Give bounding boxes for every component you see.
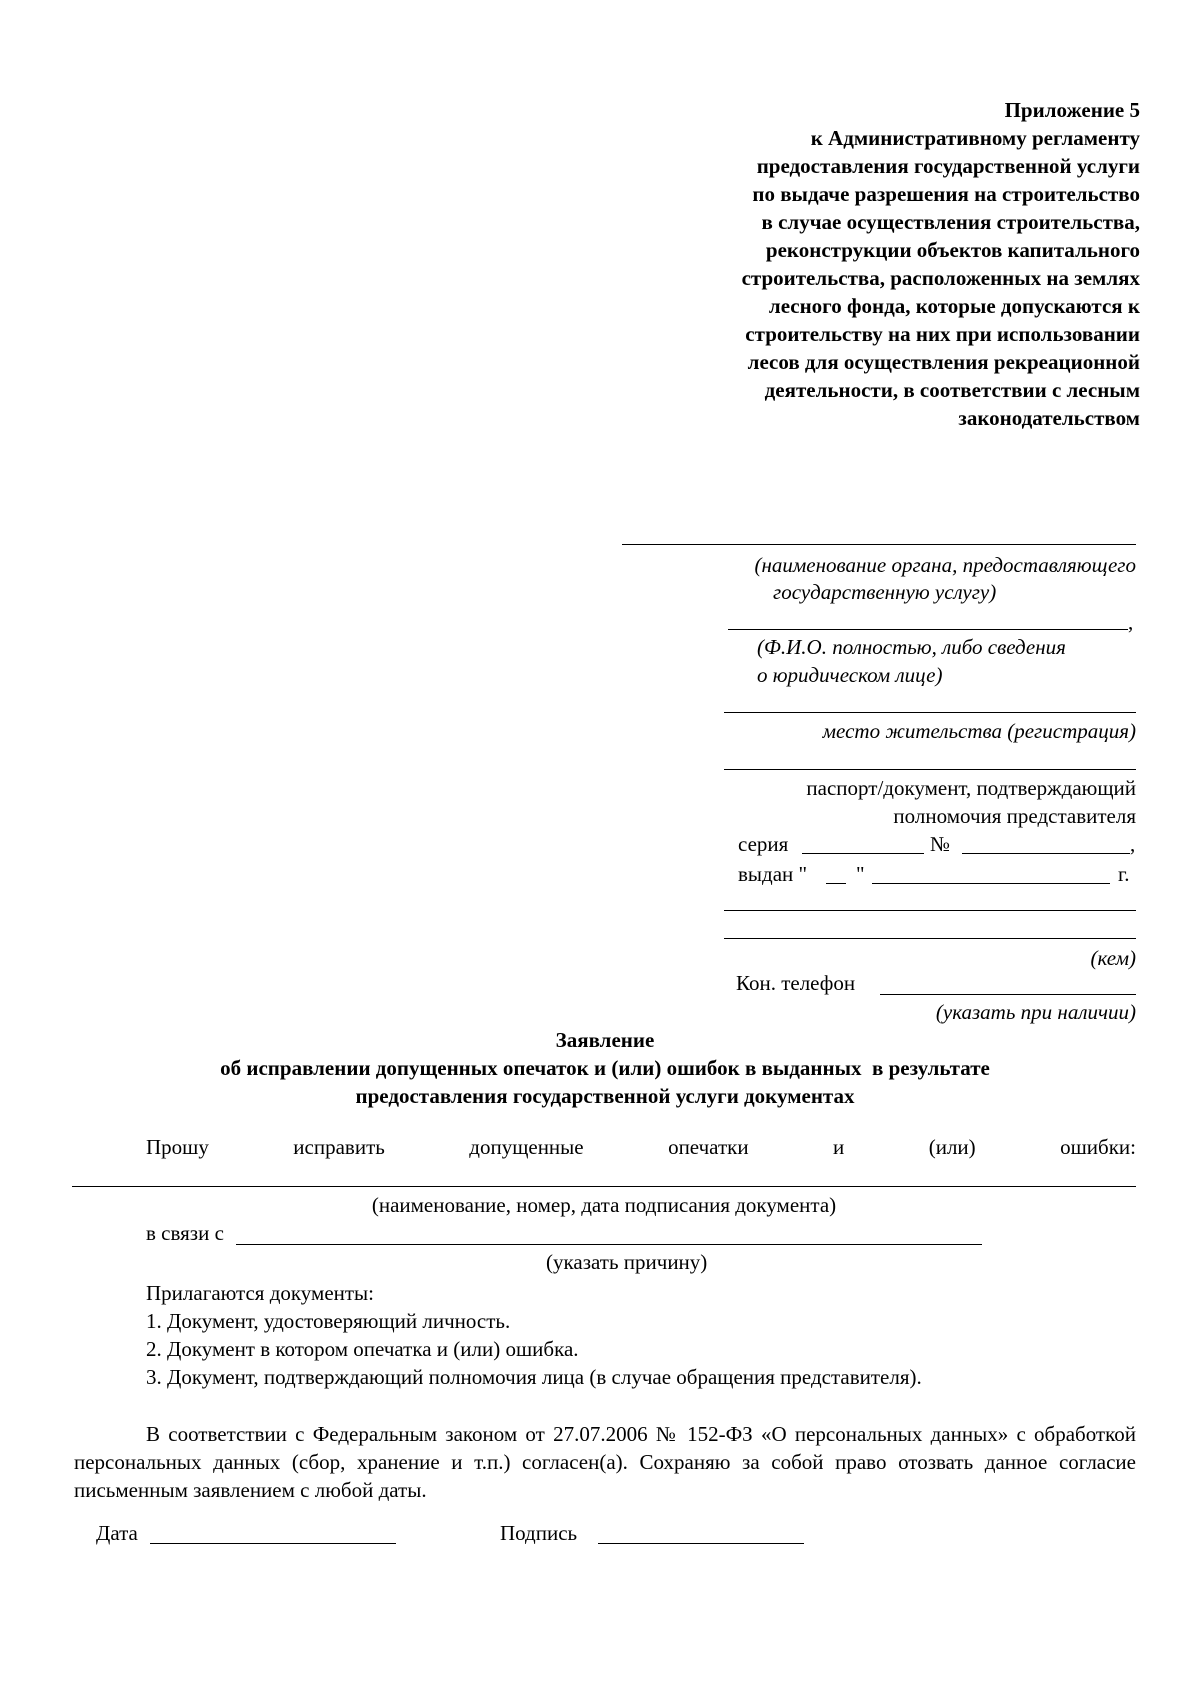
attachments-title: Прилагаются документы: <box>146 1281 374 1305</box>
request-word: опечатки <box>668 1135 749 1159</box>
header-line: деятельности, в соответствии с лесным <box>764 378 1140 402</box>
fio-field[interactable] <box>728 629 1128 630</box>
fio-caption-2: о юридическом лице) <box>757 663 943 687</box>
header-line: законодательством <box>958 406 1140 430</box>
reason-label: в связи с <box>146 1221 224 1245</box>
statement-subtitle-1: об исправлении допущенных опечаток и (или) ошибок в выданных в результате <box>220 1056 990 1080</box>
request-line <box>146 1134 1136 1160</box>
header-line: лесов для осуществления рекреационной <box>747 350 1140 374</box>
seria-field[interactable] <box>802 853 924 854</box>
fio-comma: , <box>1128 610 1134 634</box>
request-word: и <box>833 1135 845 1159</box>
document-caption: (наименование, номер, дата подписания документа) <box>371 1193 837 1217</box>
organ-caption-1: (наименование органа, предоставляющего <box>754 553 1136 577</box>
request-word: (или) <box>928 1135 976 1159</box>
organ-name-field[interactable] <box>622 544 1136 545</box>
issued-by-field-2[interactable] <box>724 938 1136 939</box>
header-line: реконструкции объектов капитального <box>765 238 1140 262</box>
number-comma: , <box>1130 832 1136 856</box>
fio-caption-1: (Ф.И.О. полностью, либо сведения <box>757 635 1066 659</box>
phone-caption: (указать при наличии) <box>935 1000 1136 1024</box>
header-line: строительства, расположенных на землях <box>741 266 1140 290</box>
header-line: по выдаче разрешения на строительство <box>752 182 1140 206</box>
request-word: ошибки: <box>1060 1135 1136 1159</box>
year-suffix: г. <box>1118 862 1130 886</box>
issued-label: выдан " <box>738 862 808 886</box>
header-line: лесного фонда, которые допускаются к <box>768 294 1140 318</box>
phone-field[interactable] <box>880 994 1136 995</box>
consent-paragraph: В соответствии с Федеральным законом от 27.07.2006 № 152-ФЗ «О персональных данных» с обработкой персональных данных (сбор, хранение и т.п.) согласен(а). Сохраняю за собой право отозвать данное согласие письменным заявлением с любой даты. <box>74 1422 1136 1502</box>
attachment-item: 2. Документ в котором опечатка и (или) ошибка. <box>146 1337 579 1361</box>
issued-by-field-1[interactable] <box>724 910 1136 911</box>
request-word: допущенные <box>469 1135 584 1159</box>
number-field[interactable] <box>962 853 1130 854</box>
header-line: предоставления государственной услуги <box>756 154 1140 178</box>
signature-label: Подпись <box>500 1521 578 1545</box>
issued-day-field[interactable] <box>826 883 846 884</box>
header-line: строительству на них при использовании <box>745 322 1140 346</box>
issued-quote: " <box>856 862 865 886</box>
by-whom-caption: (кем) <box>1090 946 1136 970</box>
date-label: Дата <box>96 1521 138 1545</box>
statement-title: Заявление <box>555 1028 655 1052</box>
passport-caption-2: полномочия представителя <box>893 804 1136 828</box>
reason-field[interactable] <box>236 1244 982 1245</box>
header-line: Приложение 5 <box>1004 98 1140 122</box>
attachment-item: 1. Документ, удостоверяющий личность. <box>146 1309 511 1333</box>
residence-caption: место жительства (регистрация) <box>822 719 1136 743</box>
number-label: № <box>930 832 951 856</box>
residence-field[interactable] <box>724 712 1136 713</box>
organ-caption-2: государственную услугу) <box>773 580 997 604</box>
signature-field[interactable] <box>598 1543 804 1544</box>
header-line: в случае осуществления строительства, <box>761 210 1140 234</box>
seria-label: серия <box>738 832 789 856</box>
appendix-header <box>560 96 1140 432</box>
passport-field[interactable] <box>724 769 1136 770</box>
phone-label: Кон. телефон <box>736 971 856 995</box>
attachment-item: 3. Документ, подтверждающий полномочия лица (в случае обращения представителя). <box>146 1365 922 1389</box>
issued-date-field[interactable] <box>872 883 1110 884</box>
header-line: к Административному регламенту <box>810 126 1140 150</box>
reason-caption: (указать причину) <box>546 1250 708 1274</box>
request-word: исправить <box>293 1135 385 1159</box>
request-word: Прошу <box>146 1135 209 1159</box>
date-field[interactable] <box>150 1543 396 1544</box>
statement-subtitle-2: предоставления государственной услуги документах <box>355 1084 855 1108</box>
passport-caption-1: паспорт/документ, подтверждающий <box>806 776 1136 800</box>
document-field[interactable] <box>72 1186 1136 1187</box>
